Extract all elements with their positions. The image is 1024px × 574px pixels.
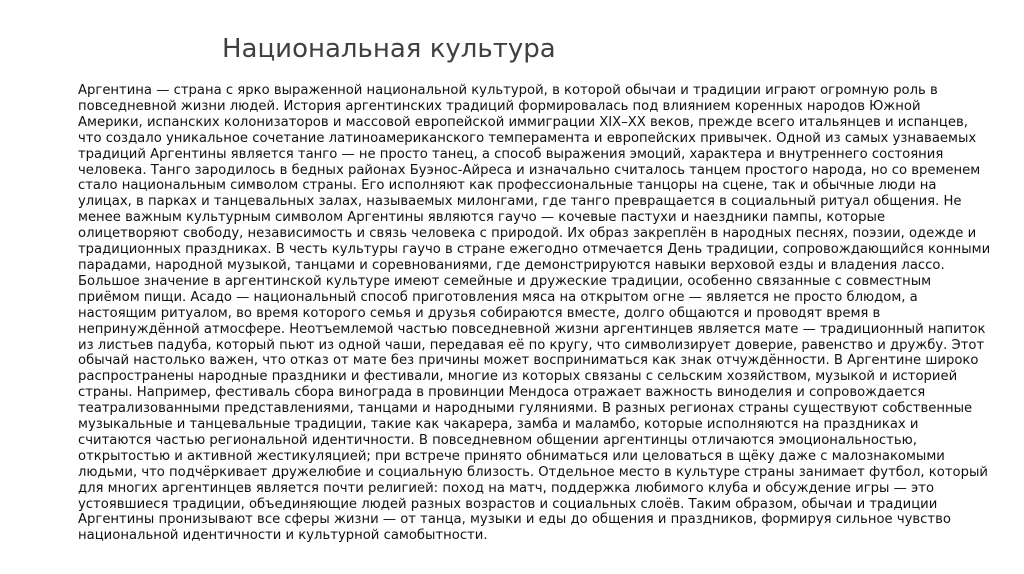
text-line: парадами, народной музыкой, танцами и соревнованиями, где демонстрируются навыки верховой езды и владения лассо.	[78, 257, 945, 273]
text-line: страны. Например, фестиваль сбора винограда в провинции Мендоса отражает важность виноделия и сопровождается	[78, 385, 926, 401]
text-line: непринуждённой атмосфере. Неотъемлемой частью повседневной жизни аргентинцев является мате — традиционный напиток	[78, 321, 986, 337]
text-line: Америки, испанских колонизаторов и массовой европейской иммиграции XIX–XX веков, прежде всего итальянцев и испанцев,	[78, 114, 968, 130]
text-line: распространены народные праздники и фестивали, многие из которых связаны с сельским хозяйством, музыкой и историей	[78, 369, 958, 385]
slide-title: Национальная культура	[222, 34, 556, 64]
text-line: обычай настолько важен, что отказ от мате без причины может восприниматься как знак отчуждённости. В Аргентине широко	[78, 353, 979, 369]
text-line: повседневной жизни людей. История аргентинских традиций формировалась под влиянием коренных народов Южной	[78, 98, 921, 114]
text-line: считаются частью региональной идентичности. В повседневном общении аргентинцы отличаются эмоциональностью,	[78, 432, 917, 448]
text-line: что создало уникальное сочетание латиноамериканского темперамента и европейских привычек. Одной из самых узнаваемых	[78, 130, 977, 146]
text-line: для многих аргентинцев является почти религией: поход на матч, поддержка любимого клуба и обсуждение игры — это	[78, 480, 935, 496]
text-line: олицетворяют свободу, независимость и связь человека с природой. Их образ закреплён в народных песнях, поэзии, одежде и	[78, 226, 977, 242]
text-line: традиций Аргентины является танго — не просто танец, а способ выражения эмоций, характера и внутреннего состояния	[78, 146, 944, 162]
text-line: улицах, в парках и танцевальных залах, называемых милонгами, где танго превращается в социальный ритуал общения. Не	[78, 194, 962, 210]
text-line: Большое значение в аргентинской культуре имеют семейные и дружеские традиции, особенно связанные с совместным	[78, 273, 932, 289]
text-line: устоявшиеся традиции, объединяющие людей разных возрастов и социальных слоёв. Таким образом, обычаи и традиции	[78, 496, 938, 512]
text-line: музыкальные и танцевальные традиции, такие как чакарера, замба и маламбо, которые исполняются на праздниках и	[78, 417, 919, 433]
text-line: человека. Танго зародилось в бедных районах Буэнос-Айреса и изначально считалось танцем простого народа, но со временем	[78, 162, 981, 178]
text-line: из листьев падуба, который пьют из одной чаши, передавая её по кругу, что символизирует доверие, равенство и дружбу. Этот	[78, 337, 985, 353]
text-line: менее важным культурным символом Аргентины являются гаучо — кочевые пастухи и наездники пампы, которые	[78, 210, 886, 226]
text-line: стало национальным символом страны. Его исполняют как профессиональные танцоры на сцене, так и обычные люди на	[78, 178, 937, 194]
text-line: национальной идентичности и культурной самобытности.	[78, 528, 488, 544]
text-line: Аргентина — страна с ярко выраженной национальной культурой, в которой обычаи и традиции играют огромную роль в	[78, 83, 938, 98]
text-line: открытостью и активной жестикуляцией; при встрече принято обниматься или целоваться в щёку даже с малознакомыми	[78, 448, 945, 464]
text-line: традиционных праздниках. В честь культуры гаучо в стране ежегодно отмечается День традиции, сопровождающийся конными	[78, 242, 991, 258]
text-line: людьми, что подчёркивает дружелюбие и социальную близость. Отдельное место в культуре страны занимает футбол, который	[78, 464, 988, 480]
text-line: Аргентины пронизывают все сферы жизни — от танца, музыки и еды до общения и праздников, формируя сильное чувство	[78, 512, 951, 528]
slide-body-text	[78, 83, 991, 544]
text-line: настоящим ритуалом, во время которого семья и друзья собираются вместе, долго общаются и проводят время в	[78, 305, 881, 321]
text-line: приёмом пищи. Асадо — национальный способ приготовления мяса на открытом огне — является не просто блюдом, а	[78, 289, 918, 305]
text-line: театрализованными представлениями, танцами и народными гуляниями. В разных регионах страны существуют собственные	[78, 401, 973, 417]
